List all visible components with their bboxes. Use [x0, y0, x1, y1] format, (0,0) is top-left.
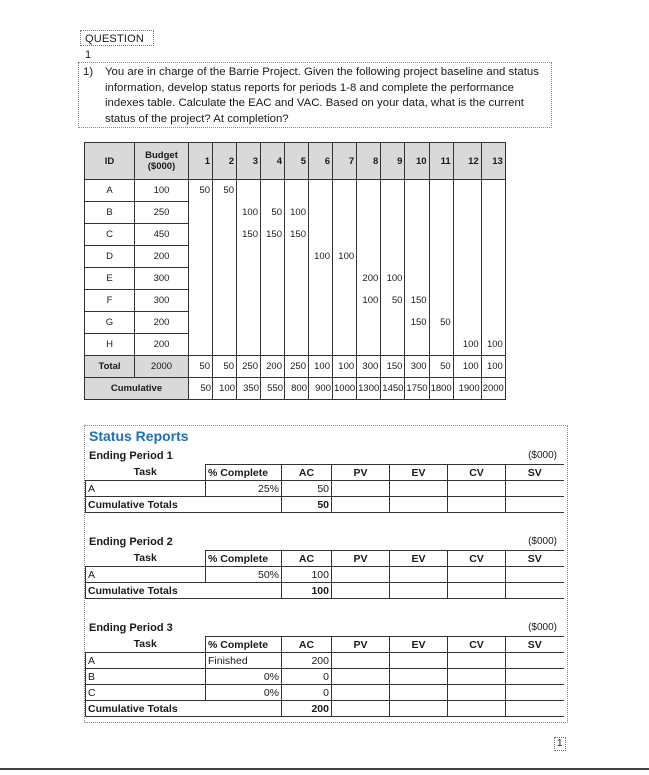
ac-cell: 0 — [282, 685, 332, 701]
period-cell — [189, 202, 213, 224]
header-task: Task — [86, 465, 206, 481]
period-cell: 100 — [381, 268, 405, 290]
period-cell: 50 — [213, 180, 237, 202]
status-table — [85, 550, 564, 599]
total-sv-cell[interactable] — [506, 583, 564, 599]
period-header: 13 — [481, 143, 505, 180]
period-cell — [453, 290, 481, 312]
period-cell — [429, 224, 453, 246]
cumulative-cell: 1000 — [333, 378, 357, 400]
period-cell: 100 — [309, 246, 333, 268]
budget-row — [85, 246, 506, 268]
budget-total-row — [85, 356, 506, 378]
header-pct: % Complete — [206, 637, 282, 653]
cumulative-cell: 350 — [237, 378, 261, 400]
cumulative-cell: 100 — [213, 378, 237, 400]
task-name-cell: A — [86, 481, 206, 497]
question-title: QUESTION 1 — [80, 30, 154, 46]
budget-row — [85, 224, 506, 246]
period-cell — [481, 180, 505, 202]
period-cell: 100 — [453, 334, 481, 356]
cumulative-cell: 50 — [189, 378, 213, 400]
total-pv-cell[interactable] — [332, 497, 390, 513]
period-cell — [429, 180, 453, 202]
period-cell — [333, 312, 357, 334]
period-cell — [405, 202, 429, 224]
period-cell — [237, 268, 261, 290]
total-pct-cell — [206, 701, 282, 717]
period-header: 1 — [189, 143, 213, 180]
pv-cell[interactable] — [332, 669, 390, 685]
budget-header-line2: ($000) — [147, 161, 176, 172]
question-prompt — [78, 62, 552, 128]
header-pv: PV — [332, 637, 390, 653]
ac-cell: 200 — [282, 653, 332, 669]
cv-cell[interactable] — [448, 685, 506, 701]
period-cell — [381, 202, 405, 224]
total-pv-cell[interactable] — [332, 583, 390, 599]
period-cell — [189, 224, 213, 246]
period-cell — [237, 334, 261, 356]
period-title: Ending Period 3 — [89, 622, 173, 634]
period-cell — [453, 202, 481, 224]
period-cell — [309, 224, 333, 246]
task-name-cell: C — [86, 685, 206, 701]
total-cv-cell[interactable] — [448, 701, 506, 717]
status-row — [86, 669, 564, 685]
period-cell — [237, 290, 261, 312]
period-cell — [213, 246, 237, 268]
cumulative-cell: 1450 — [381, 378, 405, 400]
id-header: ID — [85, 143, 135, 180]
status-reports-title: Status Reports — [89, 428, 189, 444]
period-cell — [405, 246, 429, 268]
sv-cell[interactable] — [506, 481, 564, 497]
task-budget: 200 — [135, 312, 189, 334]
unit-label: ($000) — [528, 622, 557, 633]
header-sv: SV — [506, 551, 564, 567]
status-header-row — [86, 637, 564, 653]
period-cell — [189, 268, 213, 290]
period-cell — [237, 312, 261, 334]
period-cell — [429, 202, 453, 224]
ev-cell[interactable] — [390, 653, 448, 669]
period-cell — [333, 202, 357, 224]
period-cell: 150 — [405, 290, 429, 312]
status-reports-section — [84, 425, 568, 723]
task-id: E — [85, 268, 135, 290]
period-cell — [309, 312, 333, 334]
period-cell: 200 — [357, 268, 381, 290]
total-cv-cell[interactable] — [448, 583, 506, 599]
total-pct-cell — [206, 583, 282, 599]
header-pct: % Complete — [206, 465, 282, 481]
cumulative-totals-row — [86, 583, 564, 599]
status-header-row — [86, 551, 564, 567]
period-cell — [213, 290, 237, 312]
total-pct-cell — [206, 497, 282, 513]
period-cell: 50 — [261, 202, 285, 224]
cumulative-cell: 900 — [309, 378, 333, 400]
cumulative-totals-row — [86, 497, 564, 513]
pct-cell: 50% — [206, 567, 282, 583]
period-cell — [261, 246, 285, 268]
period-cell — [309, 202, 333, 224]
pct-cell: Finished — [206, 653, 282, 669]
period-cell — [189, 246, 213, 268]
status-row — [86, 685, 564, 701]
period-cell — [261, 268, 285, 290]
period-cell — [453, 246, 481, 268]
period-cell — [357, 246, 381, 268]
period-cell: 150 — [405, 312, 429, 334]
cumulative-cell: 1300 — [357, 378, 381, 400]
total-cell: 100 — [309, 356, 333, 378]
period-title: Ending Period 1 — [89, 450, 173, 462]
period-header: 7 — [333, 143, 357, 180]
task-name-cell: B — [86, 669, 206, 685]
period-cell — [381, 312, 405, 334]
period-cell — [285, 312, 309, 334]
period-header: 6 — [309, 143, 333, 180]
total-cell: 50 — [189, 356, 213, 378]
header-cv: CV — [448, 637, 506, 653]
period-cell — [189, 312, 213, 334]
pv-cell[interactable] — [332, 481, 390, 497]
period-cell — [453, 268, 481, 290]
task-budget: 450 — [135, 224, 189, 246]
total-ac-cell: 100 — [282, 583, 332, 599]
period-header: 9 — [381, 143, 405, 180]
period-header: 2 — [213, 143, 237, 180]
period-cell — [309, 268, 333, 290]
prompt-number: 1) — [83, 66, 94, 78]
period-cell — [333, 334, 357, 356]
pv-cell[interactable] — [332, 567, 390, 583]
period-cell — [213, 334, 237, 356]
period-header: 10 — [405, 143, 429, 180]
period-cell — [481, 290, 505, 312]
period-cell — [261, 312, 285, 334]
task-name-cell: A — [86, 567, 206, 583]
period-cell — [429, 334, 453, 356]
sv-cell[interactable] — [506, 567, 564, 583]
period-cell — [357, 202, 381, 224]
period-cell — [309, 180, 333, 202]
ac-cell: 100 — [282, 567, 332, 583]
period-cell — [213, 268, 237, 290]
task-id: A — [85, 180, 135, 202]
task-name-cell: A — [86, 653, 206, 669]
header-ac: AC — [282, 465, 332, 481]
total-cell: 150 — [381, 356, 405, 378]
total-cell: 50 — [429, 356, 453, 378]
status-row — [86, 567, 564, 583]
header-cv: CV — [448, 551, 506, 567]
cumulative-totals-row — [86, 701, 564, 717]
budget-table — [84, 142, 506, 400]
ac-cell: 50 — [282, 481, 332, 497]
total-cell: 300 — [405, 356, 429, 378]
total-cell: 200 — [261, 356, 285, 378]
period-cell — [333, 290, 357, 312]
period-cell: 150 — [261, 224, 285, 246]
period-cell — [333, 224, 357, 246]
total-sv-cell[interactable] — [506, 701, 564, 717]
period-cell — [357, 224, 381, 246]
period-cell — [481, 268, 505, 290]
pv-cell[interactable] — [332, 653, 390, 669]
header-pv: PV — [332, 551, 390, 567]
period-cell — [213, 312, 237, 334]
period-cell — [405, 180, 429, 202]
task-budget: 300 — [135, 268, 189, 290]
period-cell: 100 — [285, 202, 309, 224]
period-cell — [333, 180, 357, 202]
budget-cumulative-row — [85, 378, 506, 400]
period-header: 3 — [237, 143, 261, 180]
sv-cell[interactable] — [506, 685, 564, 701]
period-cell: 150 — [237, 224, 261, 246]
period-cell: 150 — [285, 224, 309, 246]
period-cell — [481, 202, 505, 224]
status-header-row — [86, 465, 564, 481]
period-cell: 50 — [381, 290, 405, 312]
header-ev: EV — [390, 551, 448, 567]
sv-cell[interactable] — [506, 653, 564, 669]
pv-cell[interactable] — [332, 685, 390, 701]
header-sv: SV — [506, 637, 564, 653]
task-id: C — [85, 224, 135, 246]
total-cell: 250 — [285, 356, 309, 378]
task-budget: 100 — [135, 180, 189, 202]
status-table — [85, 464, 564, 513]
task-id: D — [85, 246, 135, 268]
period-cell — [357, 334, 381, 356]
task-budget: 200 — [135, 246, 189, 268]
period-cell — [237, 246, 261, 268]
period-cell — [357, 180, 381, 202]
ev-cell[interactable] — [390, 567, 448, 583]
total-label: Total — [85, 356, 135, 378]
pct-cell: 0% — [206, 685, 282, 701]
budget-header-row — [85, 143, 506, 180]
period-cell — [261, 180, 285, 202]
budget-row — [85, 334, 506, 356]
total-ac-cell: 200 — [282, 701, 332, 717]
period-cell: 100 — [333, 246, 357, 268]
period-cell — [381, 180, 405, 202]
page-number: 1 — [554, 737, 566, 751]
cumulative-cell: 800 — [285, 378, 309, 400]
task-budget: 200 — [135, 334, 189, 356]
cumulative-totals-label: Cumulative Totals — [86, 701, 206, 717]
cumulative-totals-label: Cumulative Totals — [86, 497, 206, 513]
ev-cell[interactable] — [390, 669, 448, 685]
total-sv-cell[interactable] — [506, 497, 564, 513]
total-budget: 2000 — [135, 356, 189, 378]
header-cv: CV — [448, 465, 506, 481]
period-cell — [453, 180, 481, 202]
period-cell — [357, 312, 381, 334]
total-cv-cell[interactable] — [448, 497, 506, 513]
period-cell — [309, 290, 333, 312]
ev-cell[interactable] — [390, 481, 448, 497]
task-id: G — [85, 312, 135, 334]
status-row — [86, 481, 564, 497]
ac-cell: 0 — [282, 669, 332, 685]
period-header: 12 — [453, 143, 481, 180]
total-ac-cell: 50 — [282, 497, 332, 513]
period-cell: 100 — [481, 334, 505, 356]
task-id: B — [85, 202, 135, 224]
header-ev: EV — [390, 465, 448, 481]
budget-row — [85, 180, 506, 202]
cumulative-cell: 550 — [261, 378, 285, 400]
cv-cell[interactable] — [448, 653, 506, 669]
period-cell — [333, 268, 357, 290]
task-id: F — [85, 290, 135, 312]
header-pv: PV — [332, 465, 390, 481]
budget-header — [135, 143, 189, 180]
period-header: 8 — [357, 143, 381, 180]
period-cell — [213, 202, 237, 224]
cv-cell[interactable] — [448, 669, 506, 685]
total-cell: 50 — [213, 356, 237, 378]
period-cell — [453, 312, 481, 334]
total-pv-cell[interactable] — [332, 701, 390, 717]
header-ac: AC — [282, 551, 332, 567]
header-sv: SV — [506, 465, 564, 481]
task-budget: 300 — [135, 290, 189, 312]
total-ev-cell[interactable] — [390, 583, 448, 599]
period-cell — [429, 268, 453, 290]
total-cell: 100 — [333, 356, 357, 378]
period-cell: 50 — [189, 180, 213, 202]
unit-label: ($000) — [528, 536, 557, 547]
period-cell — [481, 224, 505, 246]
period-cell — [481, 246, 505, 268]
period-header: 11 — [429, 143, 453, 180]
total-cell: 100 — [453, 356, 481, 378]
task-budget: 250 — [135, 202, 189, 224]
header-pct: % Complete — [206, 551, 282, 567]
budget-row — [85, 290, 506, 312]
unit-label: ($000) — [528, 450, 557, 461]
ev-cell[interactable] — [390, 685, 448, 701]
header-ac: AC — [282, 637, 332, 653]
total-cell: 300 — [357, 356, 381, 378]
cumulative-label: Cumulative — [85, 378, 189, 400]
period-cell — [309, 334, 333, 356]
period-cell — [285, 180, 309, 202]
period-cell — [189, 334, 213, 356]
period-header: 5 — [285, 143, 309, 180]
period-cell — [429, 246, 453, 268]
status-row — [86, 653, 564, 669]
period-cell — [381, 246, 405, 268]
budget-header-line1: Budget — [145, 150, 178, 161]
period-cell — [405, 334, 429, 356]
period-cell — [285, 268, 309, 290]
period-cell — [381, 224, 405, 246]
header-task: Task — [86, 637, 206, 653]
period-cell: 100 — [237, 202, 261, 224]
period-cell — [405, 268, 429, 290]
total-ev-cell[interactable] — [390, 701, 448, 717]
cv-cell[interactable] — [448, 481, 506, 497]
pct-cell: 0% — [206, 669, 282, 685]
period-cell — [381, 334, 405, 356]
budget-table-container — [84, 142, 506, 400]
sv-cell[interactable] — [506, 669, 564, 685]
cumulative-cell: 1800 — [429, 378, 453, 400]
period-cell: 50 — [429, 312, 453, 334]
period-cell — [285, 334, 309, 356]
header-ev: EV — [390, 637, 448, 653]
budget-row — [85, 312, 506, 334]
cv-cell[interactable] — [448, 567, 506, 583]
period-cell — [237, 180, 261, 202]
period-cell — [429, 290, 453, 312]
total-cell: 250 — [237, 356, 261, 378]
cumulative-cell: 1900 — [453, 378, 481, 400]
period-cell — [481, 312, 505, 334]
period-cell — [261, 290, 285, 312]
total-cell: 100 — [481, 356, 505, 378]
budget-row — [85, 202, 506, 224]
budget-row — [85, 268, 506, 290]
period-cell — [285, 246, 309, 268]
total-ev-cell[interactable] — [390, 497, 448, 513]
period-cell — [213, 224, 237, 246]
period-cell — [189, 290, 213, 312]
pct-cell: 25% — [206, 481, 282, 497]
header-task: Task — [86, 551, 206, 567]
period-cell — [261, 334, 285, 356]
status-table — [85, 636, 564, 717]
prompt-text: You are in charge of the Barrie Project. Given the following project baseline and status information, develop status reports for periods 1-8 and complete the performance indexes table. Calculate the EAC and VAC. Based on your data, what is the current status of the project? At completion? — [105, 66, 539, 125]
period-cell — [453, 224, 481, 246]
period-header: 4 — [261, 143, 285, 180]
period-cell: 100 — [357, 290, 381, 312]
period-cell — [405, 224, 429, 246]
cumulative-totals-label: Cumulative Totals — [86, 583, 206, 599]
cumulative-cell: 2000 — [481, 378, 505, 400]
cumulative-cell: 1750 — [405, 378, 429, 400]
period-cell — [285, 290, 309, 312]
period-title: Ending Period 2 — [89, 536, 173, 548]
footer-rule — [0, 768, 649, 770]
task-id: H — [85, 334, 135, 356]
